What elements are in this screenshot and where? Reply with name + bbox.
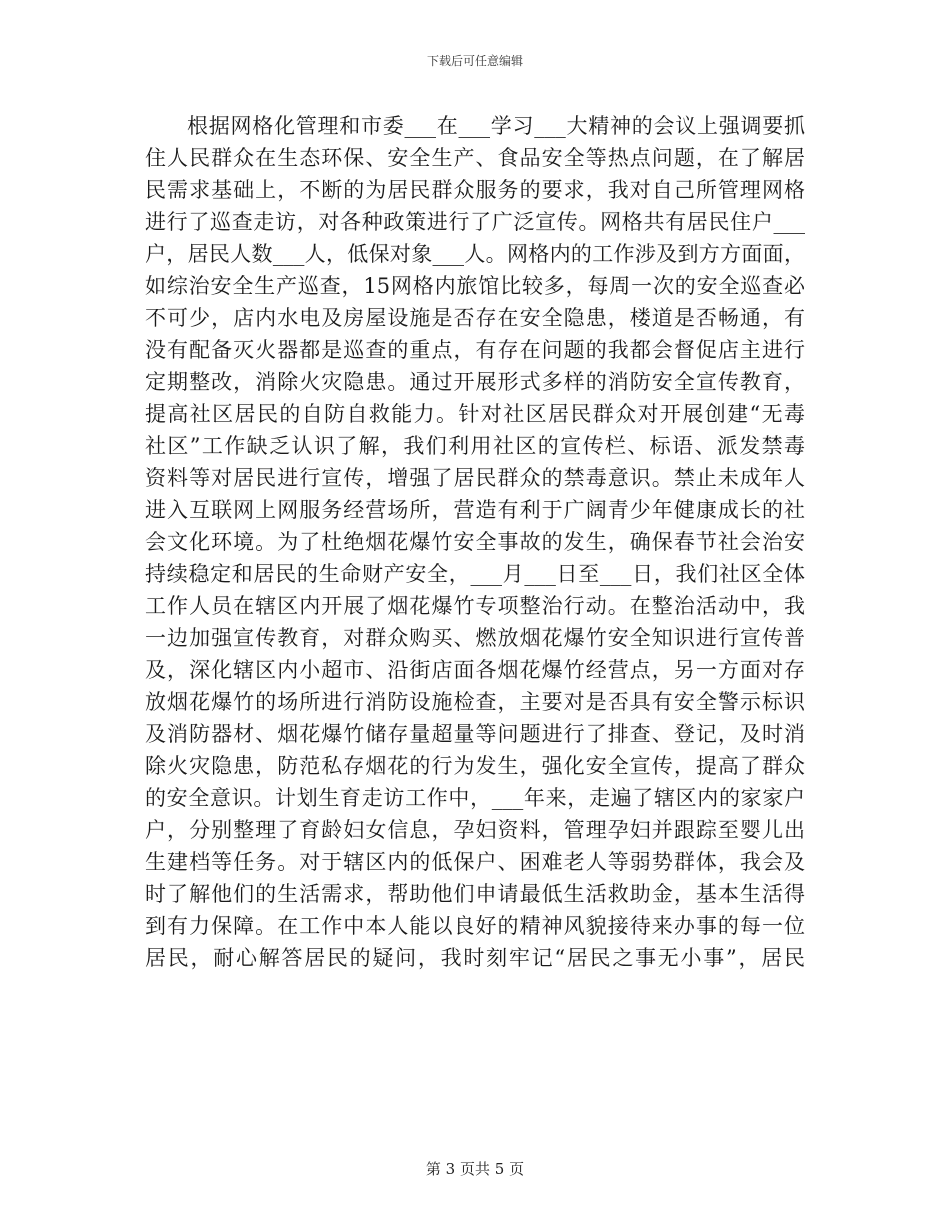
text-line: 住人民群众在生态环保、安全生产、食品安全等热点问题，在了解居 [145,146,805,170]
text-line: 户，居民人数___人，低保对象___人。网格内的工作涉及到方方面面， [145,242,805,266]
text-line: 根据网格化管理和市委___在___学习___大精神的会议上强调要抓 [187,114,805,138]
text-line: 社区”工作缺乏认识了解，我们利用社区的宣传栏、标语、派发禁毒 [145,434,805,458]
text-line: 及消防器材、烟花爆竹储存量超量等问题进行了排查、登记，及时消 [145,722,805,746]
text-line: 不可少，店内水电及房屋设施是否存在安全隐患，楼道是否畅通，有 [145,306,805,330]
page-header: 下载后可任意编辑 [426,54,523,68]
text-line: 户，分别整理了育龄妇女信息，孕妇资料，管理孕妇并跟踪至婴儿出 [145,818,805,842]
text-line: 放烟花爆竹的场所进行消防设施检查，主要对是否具有安全警示标识 [145,690,805,714]
text-line: 生建档等任务。对于辖区内的低保户、困难老人等弱势群体，我会及 [145,850,805,874]
text-line: 定期整改，消除火灾隐患。通过开展形式多样的消防安全宣传教育， [145,370,805,394]
text-line: 会文化环境。为了杜绝烟花爆竹安全事故的发生，确保春节社会治安 [145,530,805,554]
text-line: 工作人员在辖区内开展了烟花爆竹专项整治行动。在整治活动中，我 [145,594,805,618]
text-line: 居民，耐心解答居民的疑问，我时刻牢记“居民之事无小事”，居民 [145,946,805,970]
text-line: 的安全意识。计划生育走访工作中，___年来，走遍了辖区内的家家户 [145,786,805,810]
text-line: 民需求基础上，不断的为居民群众服务的要求，我对自己所管理网格 [145,178,805,202]
text-line: 资料等对居民进行宣传，增强了居民群众的禁毒意识。禁止未成年人 [145,466,805,490]
text-line: 除火灾隐患，防范私存烟花的行为发生，强化安全宣传，提高了群众 [145,754,805,778]
text-line: 一边加强宣传教育，对群众购买、燃放烟花爆竹安全知识进行宣传普 [145,626,805,650]
page-footer: 第 3 页共 5 页 [425,1160,525,1178]
text-line: 进行了巡查走访，对各种政策进行了广泛宣传。网格共有居民住户___ [145,210,805,234]
text-line: 如综治安全生产巡查，15网格内旅馆比较多，每周一次的安全巡查必 [145,274,805,298]
document-body [145,110,805,974]
text-line: 及，深化辖区内小超市、沿街店面各烟花爆竹经营点，另一方面对存 [145,658,805,682]
text-line: 提高社区居民的自防自救能力。针对社区居民群众对开展创建“无毒 [145,402,805,426]
text-line: 持续稳定和居民的生命财产安全，___月___日至___日，我们社区全体 [145,562,805,586]
text-line: 进入互联网上网服务经营场所，营造有利于广阔青少年健康成长的社 [145,498,805,522]
text-line: 时了解他们的生活需求，帮助他们申请最低生活救助金，基本生活得 [145,882,805,906]
text-line: 到有力保障。在工作中本人能以良好的精神风貌接待来办事的每一位 [145,914,805,938]
text-line: 没有配备灭火器都是巡查的重点，有存在问题的我都会督促店主进行 [145,338,805,362]
